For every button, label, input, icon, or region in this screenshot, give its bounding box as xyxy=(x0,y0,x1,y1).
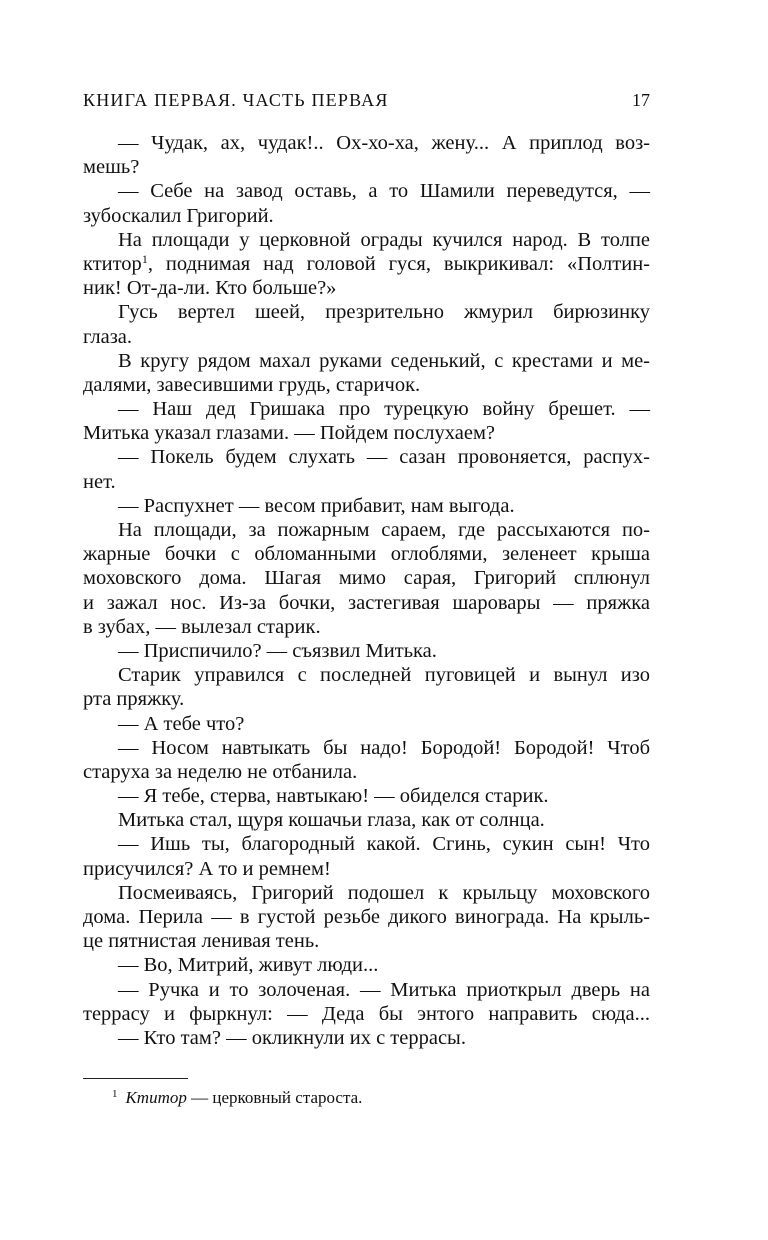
text-line xyxy=(83,712,650,736)
text-line xyxy=(83,228,650,252)
text-line xyxy=(83,566,650,590)
line-text: — Ручка и то золоченая. — Митька приоткрыл дверь на xyxy=(118,978,650,1001)
body-text xyxy=(83,131,650,1050)
line-text: рта пряжку. xyxy=(83,688,185,711)
line-text: и зажал нос. Из-за бочки, застегивая шаровары — пряжка xyxy=(83,591,650,614)
page-number: 17 xyxy=(632,90,650,110)
text-line xyxy=(83,276,650,300)
line-text: далями, завесившими грудь, старичок. xyxy=(83,373,421,396)
line-text: мешь? xyxy=(83,156,140,179)
line-text: Посмеиваясь, Григорий подошел к крыльцу моховского xyxy=(118,881,650,904)
text-line xyxy=(83,784,650,808)
line-text: нет. xyxy=(83,470,116,493)
text-line xyxy=(83,131,650,155)
line-text: — Ишь ты, благородный какой. Сгинь, сукин сын! Что xyxy=(118,833,650,856)
text-line xyxy=(83,155,650,179)
line-text: це пятнистая ленивая тень. xyxy=(83,930,320,953)
line-text: — Распухнет — весом прибавит, нам выгода. xyxy=(118,494,515,517)
text-line xyxy=(83,736,650,760)
running-title: КНИГА ПЕРВАЯ. ЧАСТЬ ПЕРВАЯ xyxy=(83,90,389,110)
footnote-mark: 1 xyxy=(112,1088,118,1100)
line-text: глаза. xyxy=(83,325,133,348)
text-line xyxy=(83,760,650,784)
text-line xyxy=(83,881,650,905)
text-line xyxy=(83,542,650,566)
line-text: — Наш дед Гришака про турецкую войну брешет. — xyxy=(118,398,650,421)
text-line xyxy=(83,929,650,953)
text-line xyxy=(83,1002,650,1026)
text-line xyxy=(83,494,650,518)
text-line xyxy=(83,252,650,276)
line-text: Митька указал глазами. — Пойдем послухаем? xyxy=(83,422,496,445)
line-text: На площади, за пожарным сараем, где рассыхаются по- xyxy=(118,519,650,541)
text-line xyxy=(83,591,650,615)
text-line xyxy=(83,179,650,203)
text-line xyxy=(83,349,650,373)
text-line xyxy=(83,373,650,397)
line-text: — Чудак, ах, чудак!.. Ох-хо-ха, жену... А приплод воз- xyxy=(118,132,650,154)
line-text: — Во, Митрий, живут люди... xyxy=(118,954,379,977)
text-line xyxy=(83,518,650,542)
text-line xyxy=(83,978,650,1002)
text-line xyxy=(83,397,650,421)
line-text: — Покель будем слухать — сазан провоняется, распух- xyxy=(118,446,650,469)
line-text-rest: , поднимая над головой гуся, выкрикивал: «Полтин- xyxy=(147,252,650,275)
text-line xyxy=(83,857,650,881)
text-line xyxy=(83,905,650,929)
footnote-reference: 1 xyxy=(141,251,148,266)
footnote-divider xyxy=(83,1078,188,1079)
line-text: Старик управился с последней пуговицей и вынул изо xyxy=(118,664,650,687)
line-text: — Кто там? — окликнули их с террасы. xyxy=(118,1026,466,1049)
line-text: жарные бочки с обломанными оглоблями, зеленеет крыша xyxy=(83,543,650,566)
line-text: — Носом навтыкать бы надо! Бородой! Бородой! Чтоб xyxy=(118,736,650,759)
text-line xyxy=(83,687,650,711)
text-line xyxy=(83,663,650,687)
footnote-term: Ктитор xyxy=(125,1088,187,1107)
footnote-definition: — церковный староста. xyxy=(186,1088,363,1107)
text-line xyxy=(83,421,650,445)
line-text: — Приспичило? — съязвил Митька. xyxy=(118,639,437,662)
line-text: — А тебе что? xyxy=(118,712,245,735)
line-text: зубоскалил Григорий. xyxy=(83,204,274,227)
text-line xyxy=(83,300,650,324)
line-text: ктитор xyxy=(83,252,142,275)
text-line xyxy=(83,445,650,469)
line-text: — Я тебе, стерва, навтыкаю! — обиделся старик. xyxy=(118,785,549,808)
text-line xyxy=(83,639,650,663)
line-text: старуха за неделю не отбанила. xyxy=(83,760,358,783)
line-text: Гусь вертел шеей, презрительно жмурил бирюзинку xyxy=(118,301,650,324)
line-text: В кругу рядом махал руками седенький, с крестами и ме- xyxy=(118,349,650,372)
footnote xyxy=(112,1088,362,1108)
line-text: Митька стал, щуря кошачьи глаза, как от солнца. xyxy=(118,809,545,832)
text-line xyxy=(83,470,650,494)
line-text: дома. Перила — в густой резьбе дикого винограда. На крыль- xyxy=(83,906,650,928)
text-line xyxy=(83,808,650,832)
text-line xyxy=(83,832,650,856)
line-text: моховского дома. Шагая мимо сарая, Григорий сплюнул xyxy=(83,567,650,590)
text-line xyxy=(83,1026,650,1050)
text-line xyxy=(83,325,650,349)
line-text: террасу и фыркнул: — Деда бы энтого направить сюда... xyxy=(83,1002,650,1025)
line-text: присучился? А то и ремнем! xyxy=(83,857,331,880)
line-text: — Себе на завод оставь, а то Шамили переведутся, — xyxy=(118,180,650,203)
text-line xyxy=(83,615,650,639)
line-text: ник! От-да-ли. Кто больше?» xyxy=(83,277,337,300)
line-text: в зубах, — вылезал старик. xyxy=(83,615,321,638)
line-text: На площади у церковной ограды кучился народ. В толпе xyxy=(118,228,650,251)
text-line xyxy=(83,953,650,977)
text-line xyxy=(83,204,650,228)
